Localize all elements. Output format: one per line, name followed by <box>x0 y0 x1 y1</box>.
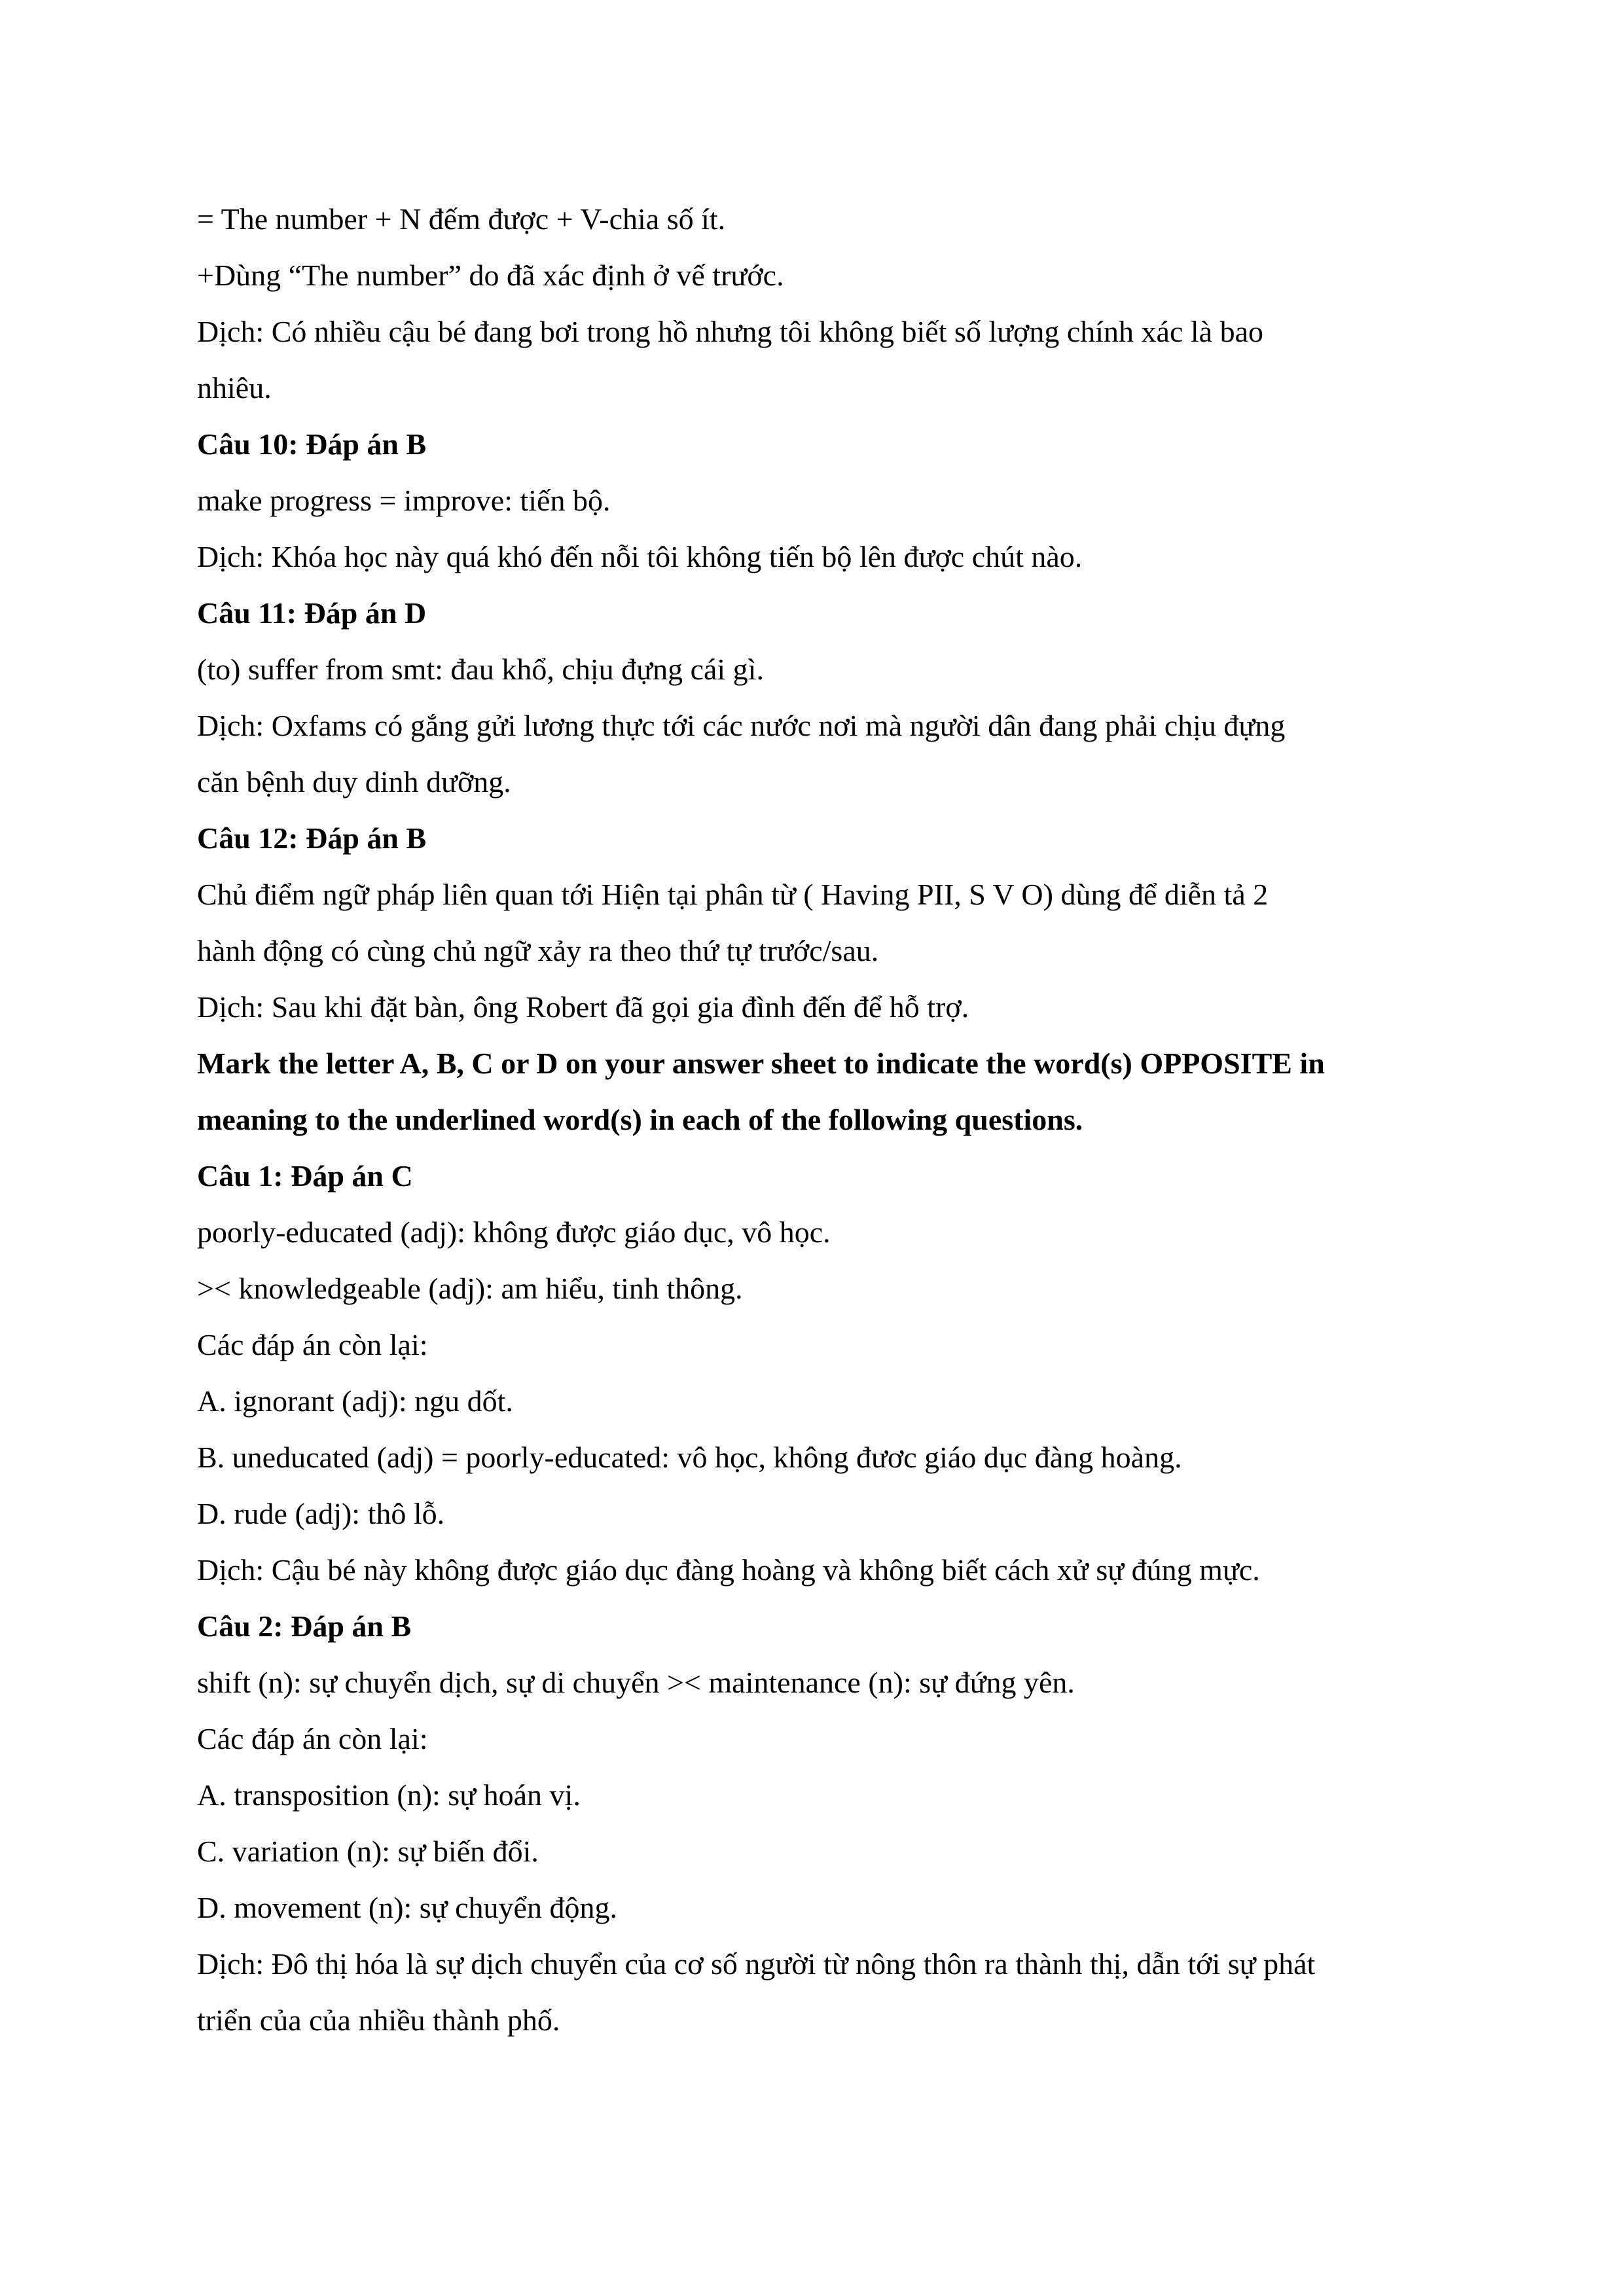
text-line: Dịch: Sau khi đặt bàn, ông Robert đã gọi gia đình đến để hỗ trợ. <box>197 990 969 1024</box>
text-line: A. ignorant (adj): ngu dốt. <box>197 1384 513 1418</box>
question-heading: Câu 10: Đáp án B <box>197 427 427 461</box>
text-line: (to) suffer from smt: đau khổ, chịu đựng cái gì. <box>197 653 764 686</box>
section-instruction: Mark the letter A, B, C or D on your answer sheet to indicate the word(s) OPPOSITE in <box>197 1047 1325 1080</box>
text-line: D. rude (adj): thô lỗ. <box>197 1497 445 1530</box>
text-line: A. transposition (n): sự hoán vị. <box>197 1778 581 1812</box>
text-line: hành động có cùng chủ ngữ xảy ra theo thứ tự trước/sau. <box>197 934 879 967</box>
text-line: Các đáp án còn lại: <box>197 1328 428 1361</box>
document-body <box>197 191 1441 2049</box>
text-line: = The number + N đếm được + V-chia số ít. <box>197 202 726 236</box>
text-line: Dịch: Khóa học này quá khó đến nỗi tôi không tiến bộ lên được chút nào. <box>197 540 1083 573</box>
text-line: shift (n): sự chuyển dịch, sự di chuyển >< maintenance (n): sự đứng yên. <box>197 1666 1075 1699</box>
text-line: căn bệnh duy dinh dưỡng. <box>197 765 511 798</box>
text-line: >< knowledgeable (adj): am hiểu, tinh thông. <box>197 1272 743 1305</box>
question-heading: Câu 2: Đáp án B <box>197 1609 412 1643</box>
text-line: Dịch: Đô thị hóa là sự dịch chuyển của cơ số người từ nông thôn ra thành thị, dẫn tới sự phát <box>197 1947 1316 1981</box>
text-line: Các đáp án còn lại: <box>197 1722 428 1755</box>
text-line: poorly-educated (adj): không được giáo dục, vô học. <box>197 1215 831 1249</box>
question-heading: Câu 12: Đáp án B <box>197 821 427 855</box>
text-line: C. variation (n): sự biến đổi. <box>197 1835 539 1868</box>
text-line: nhiêu. <box>197 371 272 404</box>
text-line: make progress = improve: tiến bộ. <box>197 484 611 517</box>
text-line: Dịch: Cậu bé này không được giáo dục đàng hoàng và không biết cách xử sự đúng mực. <box>197 1553 1260 1587</box>
text-line: D. movement (n): sự chuyển động. <box>197 1891 617 1924</box>
section-instruction: meaning to the underlined word(s) in each of the following questions. <box>197 1103 1083 1136</box>
text-line: Dịch: Có nhiều cậu bé đang bơi trong hồ nhưng tôi không biết số lượng chính xác là bao <box>197 315 1264 348</box>
text-line: Chủ điểm ngữ pháp liên quan tới Hiện tại phân từ ( Having PII, S V O) dùng để diễn tả 2 <box>197 878 1269 911</box>
text-line: +Dùng “The number” do đã xác định ở vế trước. <box>197 259 784 292</box>
text-line: triển của của nhiều thành phố. <box>197 2003 560 2037</box>
question-heading: Câu 11: Đáp án D <box>197 596 427 630</box>
text-line: B. uneducated (adj) = poorly-educated: vô học, không đươc giáo dục đàng hoàng. <box>197 1441 1182 1474</box>
question-heading: Câu 1: Đáp án C <box>197 1159 413 1193</box>
text-line: Dịch: Oxfams có gắng gửi lương thực tới các nước nơi mà người dân đang phải chịu đựng <box>197 709 1286 742</box>
